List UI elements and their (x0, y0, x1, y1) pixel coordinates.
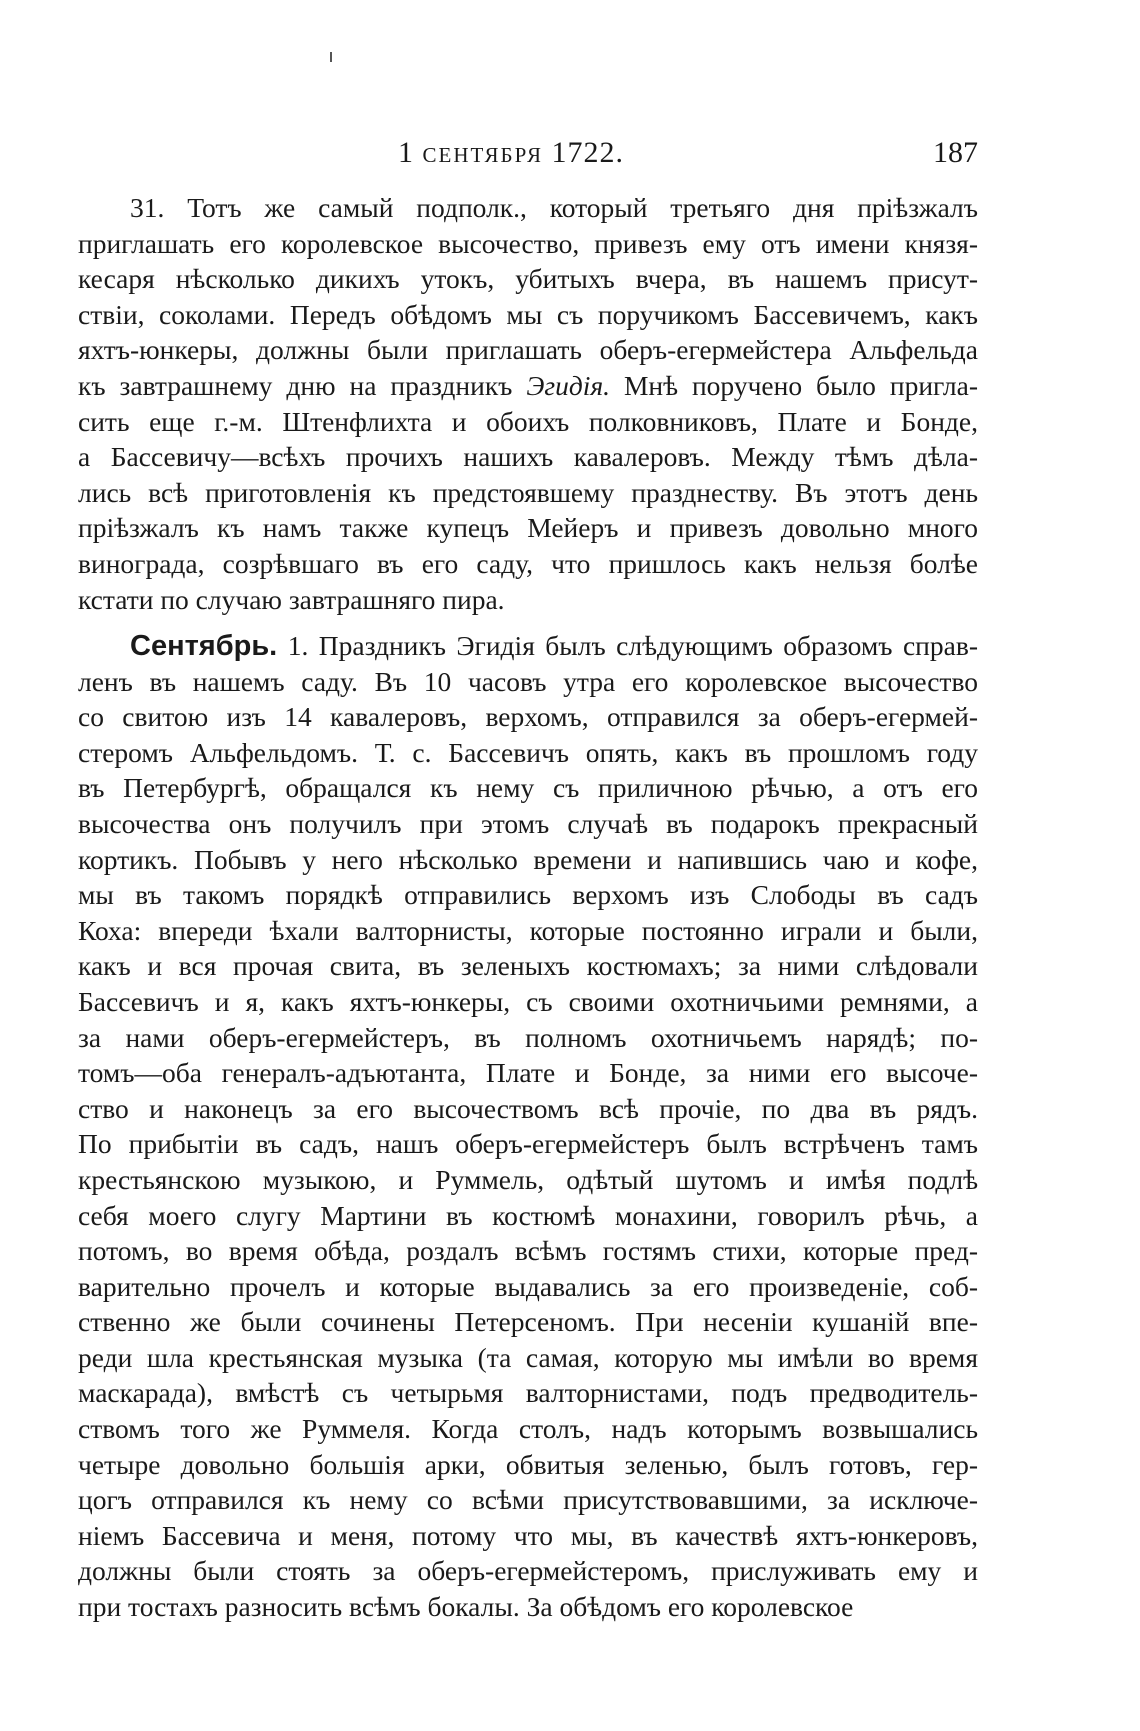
text-line: въ Петербургѣ, обращался къ нему съ приличною рѣчью, а отъ его (78, 772, 978, 804)
text-line: приглашать его королевское высочество, привезъ ему отъ имени князя- (78, 227, 978, 259)
text-line: По прибытіи въ садъ, нашъ оберъ-егермейстеръ былъ встрѣченъ тамъ (78, 1128, 978, 1160)
paragraph-entry-september-1 (78, 628, 978, 1625)
text-line: стеромъ Альфельдомъ. Т. с. Бассевичъ опять, какъ въ прошломъ году (78, 736, 978, 768)
running-head (78, 136, 978, 176)
text-line: мы въ такомъ порядкѣ отправились верхомъ изъ Слободы въ садъ (78, 879, 978, 911)
text-line: при тостахъ разносить всѣмъ бокалы. За обѣдомъ его королевское (78, 1591, 854, 1623)
text-line: Коха: впереди ѣхали валторнисты, которые постоянно играли и были, (78, 914, 978, 946)
text-line: должны были стоять за оберъ-егермейстеромъ, прислуживать ему и (78, 1555, 978, 1587)
stray-mark (330, 52, 332, 62)
text-line: ство и наконецъ за его высочествомъ всѣ прочіе, по два въ рядъ. (78, 1092, 978, 1124)
text-line: ленъ въ нашемъ саду. Въ 10 часовъ утра его королевское высочество (78, 665, 978, 697)
page-number: 187 (933, 136, 978, 169)
text-line: варительно прочелъ и которые выдавались за его произведеніе, соб- (78, 1270, 978, 1302)
text-line: реди шла крестьянская музыка (та самая, которую мы имѣли во время (78, 1341, 978, 1373)
text-line: винограда, созрѣвшаго въ его саду, что пришлось какъ нельзя болѣе (78, 547, 978, 579)
text-line: а Бассевичу—всѣхъ прочихъ нашихъ кавалеровъ. Между тѣмъ дѣла- (78, 441, 978, 473)
paragraph-entry-31 (78, 190, 978, 617)
text-line: кесаря нѣсколько дикихъ утокъ, убитыхъ вчера, въ нашемъ присут- (78, 263, 978, 295)
text-line: какъ и вся прочая свита, въ зеленыхъ костюмахъ; за ними слѣдовали (78, 950, 978, 982)
text-line: четыре довольно большія арки, обвитыя зеленью, былъ готовъ, гер- (78, 1448, 978, 1480)
italic-name: Эгидія. (526, 369, 611, 401)
text-line: яхтъ-юнкеры, должны были приглашать оберъ-егермейстера Альфельда (78, 334, 978, 366)
text-line: 31. Тотъ же самый подполк., который третьяго дня пріѣзжалъ (130, 192, 978, 223)
text-line: томъ—оба генералъ-адъютанта, Плате и Бонде, за ними его высоче- (78, 1057, 978, 1089)
text-line: ствіи, соколами. Передъ обѣдомъ мы съ поручикомъ Бассевичемъ, какъ (78, 298, 978, 330)
text-line: ніемъ Бассевича и меня, потому что мы, въ качествѣ яхтъ-юнкеровъ, (78, 1519, 978, 1551)
text-line: потомъ, во время обѣда, роздалъ всѣмъ гостямъ стихи, которые пред- (78, 1235, 978, 1267)
text-line: сить еще г.-м. Штенфлихта и обоихъ полковниковъ, Плате и Бонде, (78, 405, 978, 437)
text-line: крестьянскою музыкою, и Руммель, одѣтый шутомъ и имѣя подлѣ (78, 1163, 978, 1195)
text-line: кстати по случаю завтрашняго пира. (78, 583, 505, 615)
text-line: себя моего слугу Мартини въ костюмѣ монахини, говорилъ рѣчь, а (78, 1199, 978, 1231)
text-line: кортикъ. Побывъ у него нѣсколько времени и напившись чаю и кофе, (78, 843, 978, 875)
text-line: высочества онъ получилъ при этомъ случаѣ въ подарокъ прекрасный (78, 807, 978, 839)
text-line: ственно же были сочинены Петерсеномъ. При несеніи кушаній впе- (78, 1306, 978, 1338)
entry-heading: Сентябрь. (130, 630, 278, 662)
text-line: лись всѣ приготовленія къ предстоявшему празднеству. Въ этотъ день (78, 476, 978, 508)
text-line: къ завтрашнему дню на праздникъ Эгидія. Мнѣ поручено было пригла- (78, 369, 979, 401)
text-line: за нами оберъ-егермейстеръ, въ полномъ охотничьемъ нарядѣ; по- (78, 1021, 978, 1053)
text-line: цогъ отправился къ нему со всѣми присутствовавшими, за исключе- (78, 1484, 978, 1516)
text-line: со свитою изъ 14 кавалеровъ, верхомъ, отправился за оберъ-егермей- (78, 701, 978, 733)
text-line-with-heading: Сентябрь. 1. Праздникъ Эгидія былъ слѣдующимъ образомъ справ- (130, 630, 978, 662)
text-line: Бассевичъ и я, какъ яхтъ-юнкеры, съ своими охотничьими ремнями, а (78, 985, 978, 1017)
text-line: ствомъ того же Руммеля. Когда столъ, надъ которымъ возвышались (78, 1413, 978, 1445)
running-title: 1 сентября 1722. (398, 136, 624, 169)
text-line: пріѣзжалъ къ намъ также купецъ Мейеръ и привезъ довольно много (78, 512, 978, 544)
text-line: маскарада), вмѣстѣ съ четырьмя валторнистами, подъ предводитель- (78, 1377, 978, 1409)
